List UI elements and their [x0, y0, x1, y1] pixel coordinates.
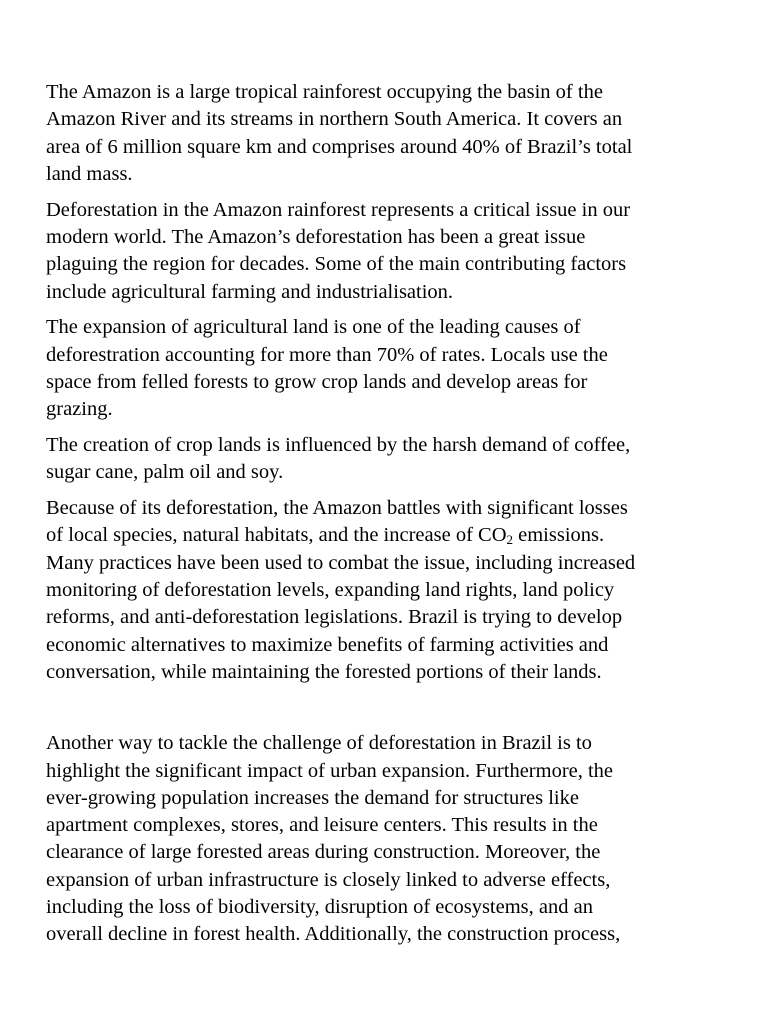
text-line: sugar cane, palm oil and soy. [46, 461, 284, 484]
text-line: deforestration accounting for more than 70% of rates. Locals use the [46, 343, 608, 366]
text-line: conversation, while maintaining the forested portions of their lands. [46, 660, 602, 683]
text-line: The expansion of agricultural land is one of the leading causes of [46, 316, 581, 339]
text-line: clearance of large forested areas during construction. Moreover, the [46, 841, 601, 864]
paragraph-crop-lands [46, 432, 736, 487]
text-line: The creation of crop lands is influenced by the harsh demand of coffee, [46, 434, 631, 457]
text-line: grazing. [46, 398, 113, 421]
text-line: Another way to tackle the challenge of deforestation in Brazil is to [46, 732, 592, 755]
paragraph-amazon-intro [46, 79, 736, 188]
yellow-highlight [46, 314, 736, 423]
text-line: highlight the significant impact of urban expansion. Furthermore, the [46, 759, 614, 782]
paragraph-urban-expansion [46, 730, 736, 948]
text-line: Many practices have been used to combat the issue, including increased [46, 551, 636, 574]
text-fragment: emissions. [513, 524, 605, 547]
text-line: expansion of urban infrastructure is closely linked to adverse effects, [46, 868, 611, 891]
blue-highlight [46, 730, 736, 948]
text-line: area of 6 million square km and comprises around 40% of Brazil’s total [46, 135, 633, 158]
green-highlight [46, 197, 736, 306]
text-line: including the loss of biodiversity, disruption of ecosystems, and an [46, 896, 593, 919]
text-line: plaguing the region for decades. Some of the main contributing factors [46, 253, 627, 276]
paragraph-consequences-and-measures [46, 495, 736, 686]
text-line: reforms, and anti-deforestation legislations. Brazil is trying to develop [46, 606, 623, 629]
text-fragment: of local species, natural habitats, and the increase of CO [46, 524, 507, 547]
text-line: modern world. The Amazon’s deforestation has been a great issue [46, 225, 586, 248]
green-highlight [46, 79, 736, 188]
subscript-2: 2 [506, 532, 514, 548]
text-line: Because of its deforestation, the Amazon battles with significant losses [46, 497, 628, 520]
text-line: economic alternatives to maximize benefits of farming activities and [46, 633, 609, 656]
text-line: The Amazon is a large tropical rainforest occupying the basin of the [46, 81, 603, 103]
text-line: ever-growing population increases the demand for structures like [46, 786, 579, 809]
paragraph-deforestation-issue [46, 197, 736, 306]
text-line: Amazon River and its streams in northern South America. It covers an [46, 108, 623, 131]
text-line-co2 [46, 522, 736, 549]
document-page [46, 79, 736, 957]
paragraph-agricultural-expansion [46, 314, 736, 423]
text-line: include agricultural farming and industrialisation. [46, 280, 454, 303]
text-line: overall decline in forest health. Additionally, the construction process, [46, 923, 621, 946]
text-line: space from felled forests to grow crop lands and develop areas for [46, 370, 588, 393]
text-line: monitoring of deforestation levels, expanding land rights, land policy [46, 579, 615, 602]
text-line: land mass. [46, 162, 133, 185]
yellow-highlight [46, 495, 736, 686]
text-line: Deforestation in the Amazon rainforest represents a critical issue in our [46, 198, 631, 221]
text-line: apartment complexes, stores, and leisure centers. This results in the [46, 814, 598, 837]
yellow-highlight [46, 432, 736, 487]
